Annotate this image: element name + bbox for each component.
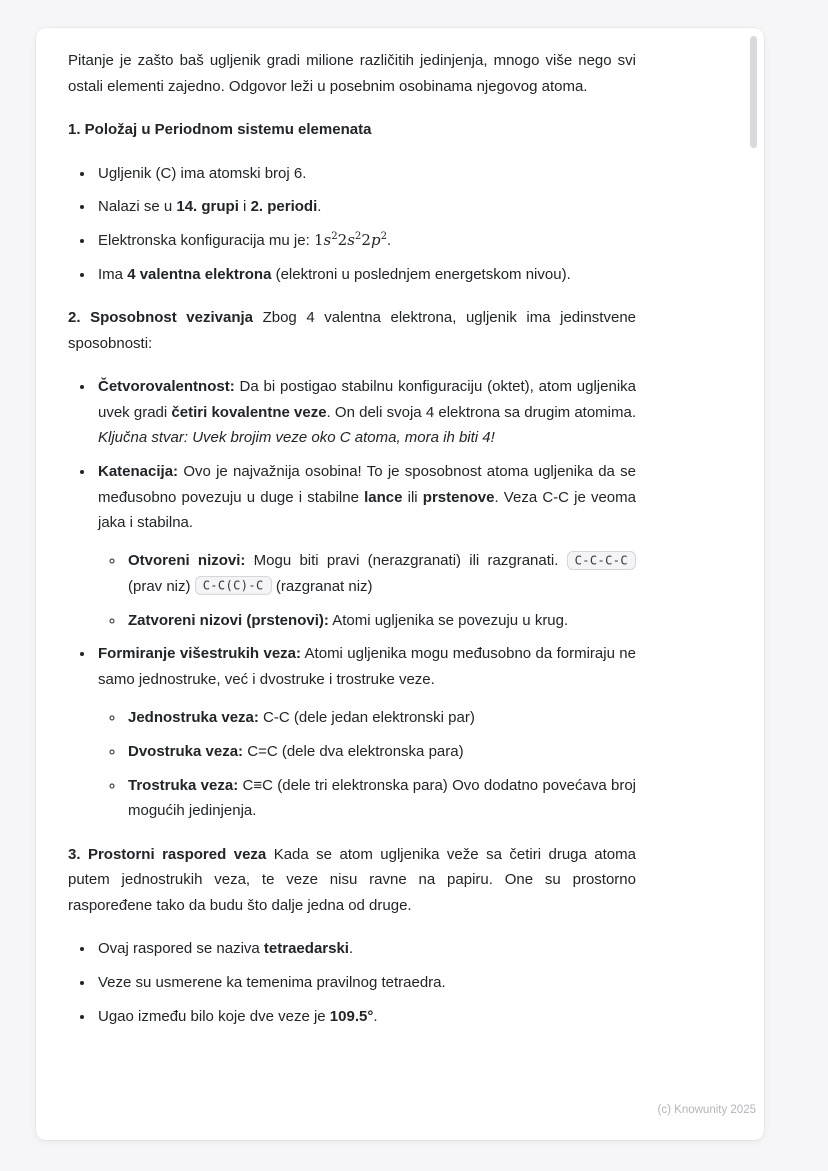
bullet-list	[68, 936, 636, 1029]
bold-text: 4 valentna elektrona	[127, 265, 272, 283]
sub-bullet-list	[98, 705, 636, 824]
bold-text: lance	[364, 488, 403, 506]
bold-text: tetraedarski	[263, 940, 349, 957]
scrollbar-thumb[interactable]	[750, 36, 757, 148]
list-item	[95, 936, 636, 962]
text-run: . Veza C-C je veoma jaka i stabilna.	[98, 488, 636, 531]
text-run: Veze su usmerene ka temenima pravilnog tetraedra.	[98, 973, 446, 991]
bold-text: četiri kovalentne veze	[171, 403, 327, 421]
bold-text: Otvoreni nizovi:	[128, 552, 246, 570]
text-run: . On deli svoja 4 elektrona sa drugim atomima.	[326, 403, 637, 421]
text-run: ili	[402, 488, 423, 506]
paragraph	[68, 48, 636, 99]
bold-text: 2. periodi	[250, 198, 318, 216]
sub-bullet-list	[98, 548, 636, 633]
bold-text: 1. Položaj u Periodnom sistemu elemenata	[68, 121, 372, 138]
text-run: (elektroni u poslednjem energetskom nivou).	[271, 265, 571, 283]
inline-code-chip: C-C-C-C	[567, 551, 636, 570]
inline-code-chip: C-C(C)-C	[195, 576, 272, 595]
text-run: (prav niz)	[128, 577, 195, 595]
list-item	[95, 970, 636, 996]
bold-text: Katenacija:	[98, 463, 179, 480]
text-run: Atomi ugljenika mogu međusobno da formiraju ne samo jednostruke, već i dvostruke i trostruke veze.	[98, 645, 636, 688]
text-run: .	[373, 1007, 378, 1025]
bold-text: 14. grupi	[176, 198, 239, 216]
document-content	[68, 48, 636, 1047]
list-item	[95, 459, 636, 633]
list-item	[95, 194, 636, 220]
paragraph	[68, 842, 636, 919]
list-item	[95, 374, 636, 451]
text-run: Atomi ugljenika se povezuju u krug.	[328, 611, 569, 629]
italic-text: p	[370, 231, 381, 249]
text-run: .	[317, 198, 322, 216]
text-run: 1	[313, 231, 324, 249]
text-run: 2	[337, 231, 348, 249]
list-item	[95, 262, 636, 288]
italic-text: s	[347, 231, 355, 249]
bold-text: 3. Prostorni raspored veza	[68, 845, 267, 863]
bullet-list	[68, 161, 636, 288]
sub-list-item	[125, 773, 636, 824]
bold-text: Četvorovalentnost:	[98, 378, 235, 396]
bold-text: Trostruka veza:	[128, 776, 239, 794]
list-item	[95, 1004, 636, 1030]
bold-text: Jednostruka veza:	[128, 709, 259, 726]
text-run: Mogu biti pravi (nerazgranati) ili razgranati.	[245, 552, 567, 570]
superscript: 2	[331, 231, 338, 242]
text-run: Da bi postigao stabilnu konfiguraciju (oktet), atom ugljenika uvek gradi	[98, 378, 636, 421]
sub-list-item	[125, 608, 636, 634]
watermark: (c) Knowunity 2025	[657, 1104, 756, 1116]
text-run: i	[238, 198, 251, 216]
list-item	[95, 161, 636, 187]
section-heading	[68, 117, 636, 143]
italic-text: s	[323, 231, 332, 249]
paragraph	[68, 305, 636, 356]
text-run: C=C (dele dva elektronska para)	[243, 742, 464, 760]
bold-text: 109.5°	[329, 1007, 374, 1025]
document-page	[36, 28, 764, 1140]
text-run: Nalazi se u	[98, 198, 177, 216]
bold-text: Zatvoreni nizovi (prstenovi):	[128, 611, 329, 629]
list-item	[95, 228, 636, 254]
text-run: Elektronska konfiguracija mu je:	[98, 232, 314, 249]
superscript: 2	[354, 231, 362, 242]
text-run: (razgranat niz)	[271, 577, 373, 595]
bold-text: 2. Sposobnost vezivanja	[68, 309, 254, 327]
list-item	[95, 641, 636, 823]
text-run: Kada se atom ugljenika veže sa četiri druga atoma putem jednostrukih veza, te veze nisu ravne na papiru. One su prostorno raspoređene tako da budu što dalje jedna od druge.	[68, 845, 636, 914]
text-run: C-C (dele jedan elektronski par)	[258, 709, 475, 726]
text-run: Ugao između bilo koje dve veze je	[98, 1007, 330, 1025]
sub-list-item	[125, 705, 636, 731]
text-run: C≡C (dele tri elektronska para) Ovo dodatno povećava broj mogućih jedinjenja.	[128, 776, 637, 819]
text-run: .	[387, 232, 392, 249]
text-run: 2	[361, 231, 371, 249]
text-run: Zbog 4 valentna elektrona, ugljenik ima jedinstvene sposobnosti:	[68, 309, 636, 352]
text-run: Pitanje je zašto baš ugljenik gradi milione različitih jedinjenja, mnogo više nego svi ostali elementi zajedno. Odgovor leži u posebnim osobinama njegovog atoma.	[68, 52, 636, 95]
text-run: Ovo je najvažnija osobina! To je sposobnost atoma ugljenika da se međusobno povezuju u duge i stabilne	[98, 463, 636, 506]
sub-list-item	[125, 548, 636, 599]
bold-text: Formiranje višestrukih veza:	[98, 645, 301, 663]
text-run: Ima	[98, 265, 128, 283]
superscript: 2	[380, 231, 388, 242]
bullet-list	[68, 374, 636, 823]
bold-text: Dvostruka veza:	[128, 742, 244, 760]
bold-text: prstenove	[422, 488, 495, 506]
text-run: Ugljenik (C) ima atomski broj 6.	[98, 164, 307, 182]
sub-list-item	[125, 739, 636, 765]
text-run: Ovaj raspored se naziva	[98, 940, 264, 957]
text-run: .	[348, 940, 354, 957]
italic-text: Ključna stvar: Uvek brojim veze oko C atoma, mora ih biti 4!	[98, 429, 495, 447]
